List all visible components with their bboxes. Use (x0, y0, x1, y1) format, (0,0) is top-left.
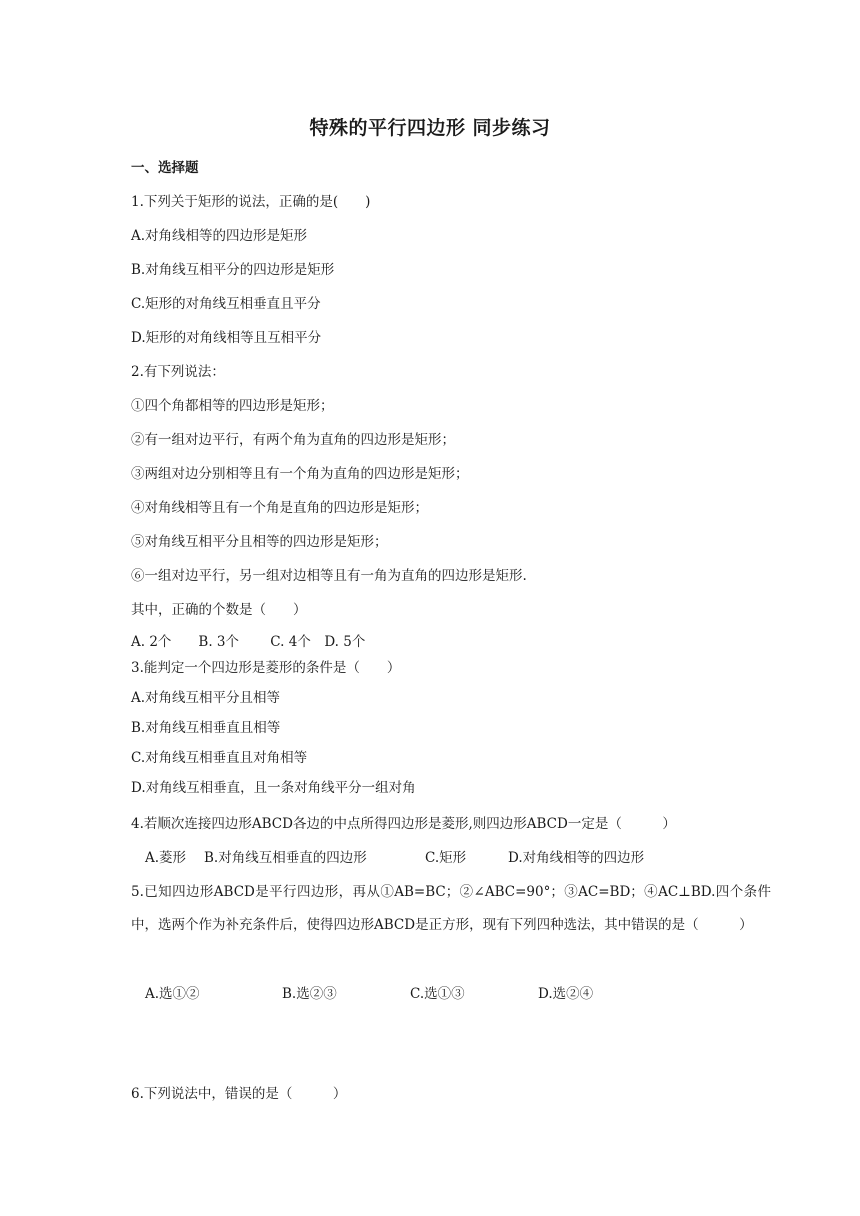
question-2-statement-3: ③两组对边分别相等且有一个角为直角的四边形是矩形； (131, 466, 469, 482)
question-5-stem: 5.已知四边形ABCD是平行四边形，再从①AB=BC；②∠ABC=90°；③AC=BD；④AC⊥BD.四个条件中，选两个作为补充条件后，使得四边形ABCD是正方形，现有下列四种选法，其中错误的是（ ） (131, 884, 771, 933)
question-2-statement-5: ⑤对角线互相平分且相等的四边形是矩形； (131, 534, 388, 550)
question-3-option-c: C.对角线互相垂直且对角相等 (131, 750, 308, 766)
question-3-option-a: A.对角线互相平分且相等 (131, 690, 281, 706)
question-2-statement-2: ②有一组对边平行，有两个角为直角的四边形是矩形； (131, 432, 455, 448)
question-4-option-c: C.矩形 (425, 850, 467, 866)
question-2-stem: 2.有下列说法： (131, 364, 225, 380)
question-1-option-c: C.矩形的对角线互相垂直且平分 (131, 296, 321, 312)
question-1-option-b: B.对角线互相平分的四边形是矩形 (131, 262, 335, 278)
question-2-statement-6: ⑥一组对边平行，另一组对边相等且有一角为直角的四边形是矩形. (131, 568, 527, 584)
question-1-option-d: D.矩形的对角线相等且互相平分 (131, 330, 322, 346)
question-1-stem: 1.下列关于矩形的说法，正确的是( ) (131, 194, 371, 210)
question-4-option-b: B.对角线互相垂直的四边形 (204, 850, 367, 866)
question-4-option-d: D.对角线相等的四边形 (508, 850, 645, 866)
question-3-option-b: B.对角线互相垂直且相等 (131, 720, 281, 736)
question-3-stem: 3.能判定一个四边形是菱形的条件是（ ） (131, 660, 401, 676)
question-2-question: 其中，正确的个数是（ ） (131, 602, 307, 618)
question-2-options: A. 2个 B. 3个 C. 4个 D. 5个 (131, 634, 366, 650)
question-2-statement-1: ①四个角都相等的四边形是矩形； (131, 398, 334, 414)
question-6-stem: 6.下列说法中，错误的是（ ） (131, 1086, 347, 1102)
question-2-statement-4: ④对角线相等且有一个角是直角的四边形是矩形； (131, 500, 428, 516)
question-5-option-a: A.选①② (145, 986, 200, 1002)
page-title: 特殊的平行四边形 同步练习 (309, 117, 551, 139)
question-1-option-a: A.对角线相等的四边形是矩形 (131, 228, 308, 244)
question-5-option-b: B.选②③ (282, 986, 337, 1002)
question-4-stem: 4.若顺次连接四边形ABCD各边的中点所得四边形是菱形,则四边形ABCD一定是（ ） (131, 816, 676, 832)
section-heading: 一、选择题 (131, 160, 199, 176)
question-5-option-c: C.选①③ (410, 986, 465, 1002)
question-5-option-d: D.选②④ (538, 986, 594, 1002)
question-4-option-a: A.菱形 (145, 850, 187, 866)
question-3-option-d: D.对角线互相垂直，且一条对角线平分一组对角 (131, 780, 416, 796)
